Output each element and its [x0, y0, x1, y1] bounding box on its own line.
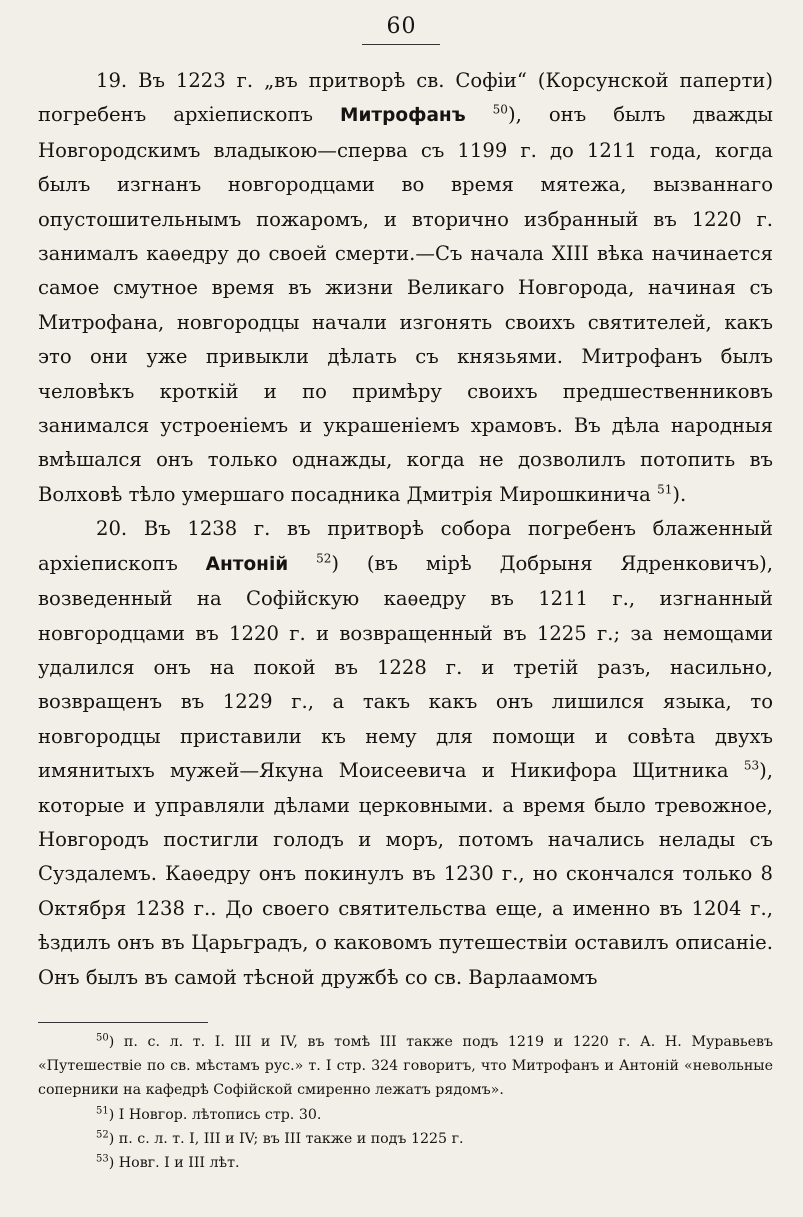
footnote-text: ) п. с. л. т. I. III и IV, въ томѣ III также подъ 1219 и 1220 г. А. Н. Муравьевъ «Путешествіе по св. мѣстамъ рус.» т. I стр. 324 говоритъ, что Митрофанъ и Антоній «невольные соперники на кафедрѣ Софійской смиренно лежатъ рядомъ».	[38, 1034, 773, 1099]
footnote-number: 50	[96, 1032, 109, 1044]
body-text	[38, 64, 773, 995]
footnote-ref: 50	[492, 102, 508, 117]
footnote-51	[38, 1103, 773, 1127]
paragraph-text: 19. Въ 1223 г. „въ притворѣ св. Софіи“ (Корсунской паперти) погребенъ архіепископъ	[38, 69, 773, 127]
footnote-text: ) I Новгор. лѣтопись стр. 30.	[108, 1106, 322, 1123]
footnote-number: 53	[96, 1153, 109, 1165]
footnote-ref: 53	[743, 758, 760, 773]
footnote-number: 51	[96, 1104, 109, 1116]
footnote-number: 52	[96, 1129, 109, 1141]
footnotes	[38, 1030, 773, 1175]
paragraph-text: ), которые и управляли дѣлами церковными. а время было тревожное, Новгородъ постигли голодъ и моръ, потомъ начались нелады съ Суздалемъ. Каѳедру онъ покинулъ въ 1230 г., но скончался только 8 Октября 1238 г.. До своего святительства еще, а именно въ 1204 г., ѣздилъ онъ въ Царьградъ, о каковомъ путешествіи оставилъ описаніе. Онъ былъ въ самой тѣсной дружбѣ со св. Варлаамомъ	[38, 759, 773, 989]
paragraph-19	[38, 64, 773, 512]
footnote-ref: 52	[316, 551, 332, 566]
footnote-rule	[38, 1022, 208, 1023]
bishop-name-antoniy: Антоній	[205, 553, 289, 575]
paragraph-20	[38, 512, 773, 995]
page-number-rule	[362, 44, 440, 45]
paragraph-text: 20. Въ 1238 г. въ притворѣ собора погребенъ блаженный архіепископъ	[38, 517, 773, 575]
bishop-name-mitrofan: Митрофанъ	[340, 105, 466, 127]
paragraph-text: ).	[672, 482, 687, 506]
paragraph-text: ), онъ былъ дважды Новгородскимъ владыкою—сперва съ 1199 г. до 1211 года, когда былъ изгнанъ новгородцами во время мятежа, вызваннаго опустошительнымъ пожаромъ, и вторично избранный въ 1220 г. занималъ каѳедру до своей смерти.—Съ начала XIII вѣка начинается самое смутное время въ жизни Великаго Новгорода, начиная съ Митрофана, новгородцы начали изгонять своихъ святителей, какъ это они уже привыкли дѣлать съ князьями. Митрофанъ былъ человѣкъ кроткій и по примѣру своихъ предшественниковъ занимался устроеніемъ и украшеніемъ храмовъ. Въ дѣла народныя вмѣшался онъ только однажды, когда не дозволилъ потопить въ Волховѣ тѣло умершаго посадника Дмитрія Мирошкинича	[38, 103, 773, 506]
footnote-ref: 51	[657, 482, 673, 497]
paragraph-text: ) (въ мірѣ Добрыня Ядренковичъ), возведенный на Софійскую каѳедру въ 1211 г., изгнанный новгородцами въ 1220 г. и возвращенный въ 1225 г.; за немощами удалился онъ на покой въ 1228 г. и третій разъ, насильно, возвращенъ въ 1229 г., а такъ какъ онъ лишился языка, то новгородцы приставили къ нему для помощи и совѣта двухъ имянитыхъ мужей—Якуна Моисеевича и Никифора Щитника	[38, 551, 773, 783]
footnote-53	[38, 1151, 773, 1175]
footnote-text: ) Новг. I и III лѣт.	[108, 1155, 240, 1172]
footnote-text: ) п. с. л. т. I, III и IV; въ III также и подъ 1225 г.	[108, 1130, 464, 1147]
page-number: 60	[386, 14, 417, 39]
footnote-50	[38, 1030, 773, 1103]
footnote-52	[38, 1127, 773, 1151]
